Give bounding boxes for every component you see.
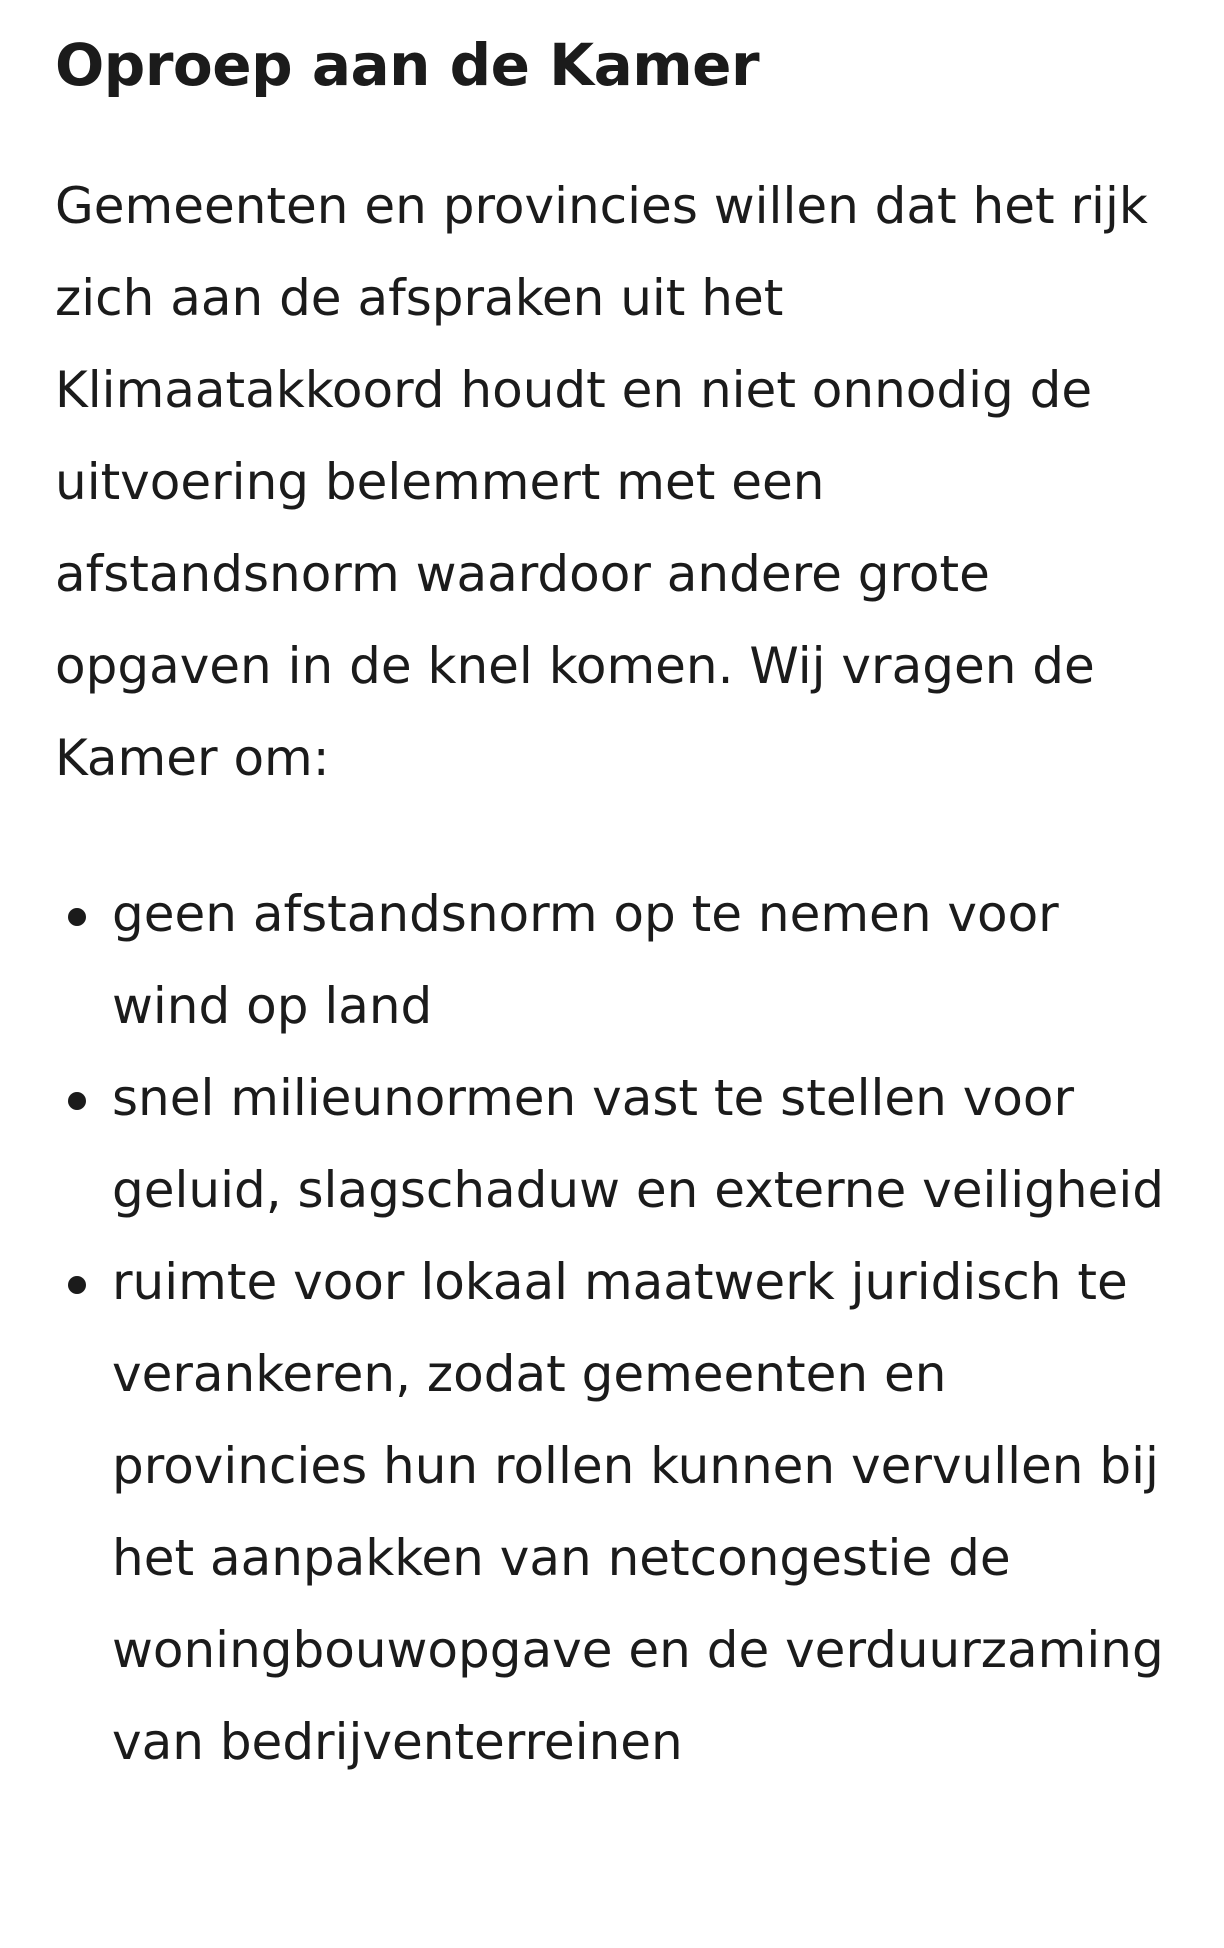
bullet-icon (68, 1092, 86, 1110)
section-heading: Oproep aan de Kamer (55, 31, 760, 99)
list-item (55, 1052, 1175, 1236)
bullet-icon (68, 1276, 86, 1294)
list-item-text: ruimte voor lokaal maatwerk juridisch te verankeren, zodat gemeenten en provincies hun rollen kunnen vervullen bij het aanpakken van netcongestie de woningbouwopgave en de verduurzaming van bedrijventerreinen (112, 1253, 1164, 1771)
article (55, 20, 1175, 1788)
bullet-icon (68, 908, 86, 926)
list-item (55, 868, 1175, 1052)
demands-list (55, 868, 1175, 1788)
list-item-text: geen afstandsnorm op te nemen voor wind op land (112, 885, 1059, 1035)
intro-paragraph: Gemeenten en provincies willen dat het rijk zich aan de afspraken uit het Klimaatakkoord houdt en niet onnodig de uitvoering belemmert met een afstandsnorm waardoor andere grote opgaven in de knel komen. Wij vragen de Kamer om: (55, 177, 1148, 787)
list-item-text: snel milieunormen vast te stellen voor geluid, slagschaduw en externe veiligheid (112, 1069, 1164, 1219)
list-item (55, 1236, 1175, 1788)
